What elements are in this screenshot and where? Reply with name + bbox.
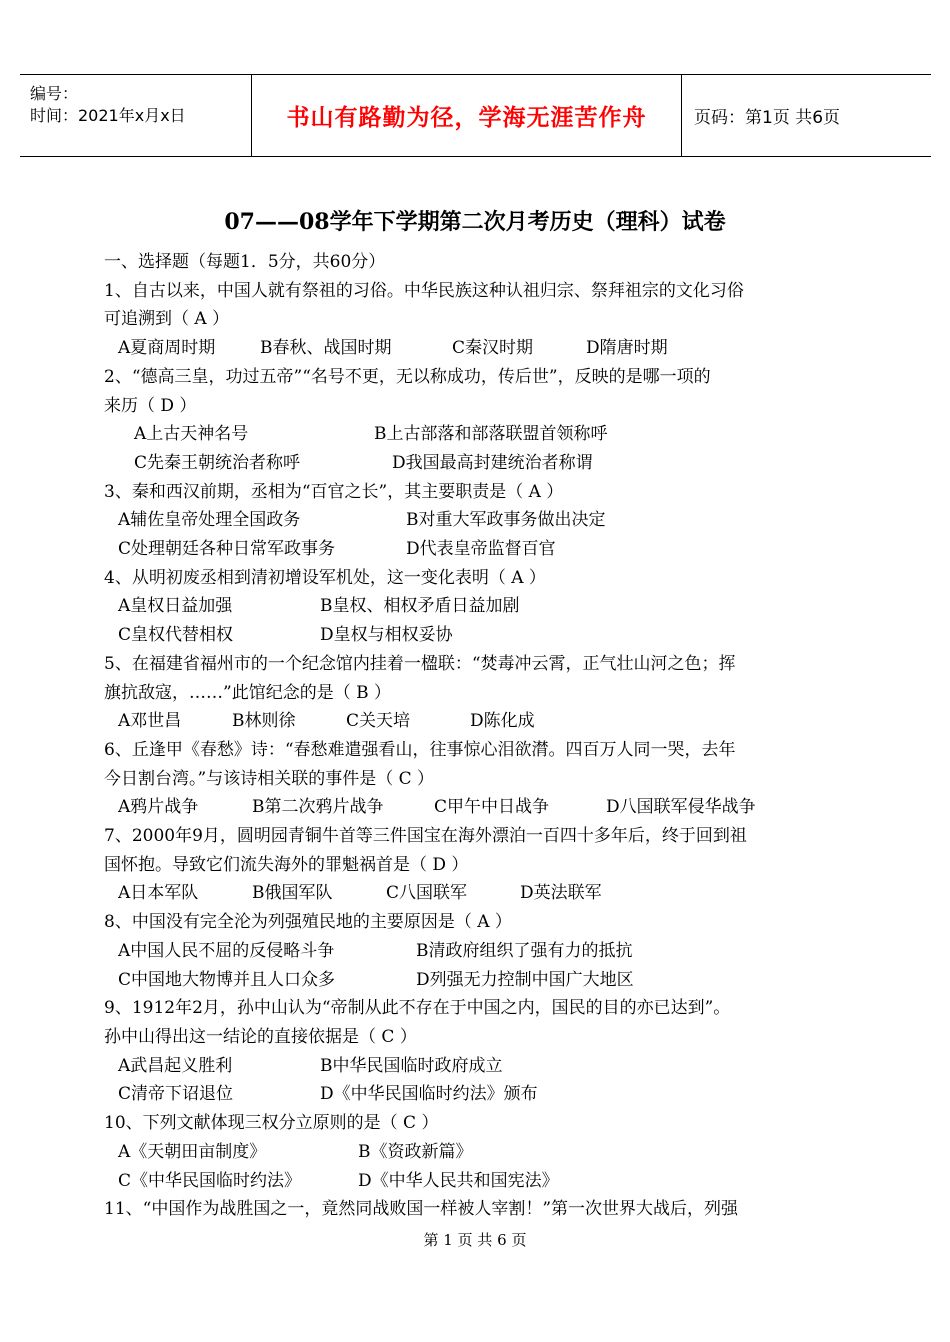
option-d: D《中华民国临时约法》颁布 xyxy=(320,1084,538,1105)
header-motto-cell xyxy=(252,75,682,156)
time-label: 时间：2021年x月x日 xyxy=(30,106,186,125)
header-info-cell xyxy=(20,75,252,156)
option-d: D代表皇帝监督百官 xyxy=(406,539,556,560)
section-heading: 一、选择题（每题1．5分，共60分） xyxy=(104,252,386,272)
option-d: D我国最高封建统治者称谓 xyxy=(392,452,593,473)
question-3-options-row-1 xyxy=(104,506,849,535)
question-1-line-2: 可追溯到（ A ） xyxy=(104,309,230,330)
serial-number-label: 编号： xyxy=(30,84,79,103)
question-4-line-1: 4、从明初废丞相到清初增设军机处，这一变化表明（ A ） xyxy=(104,567,546,588)
option-a: A夏商周时期 xyxy=(118,338,216,359)
option-b: B第二次鸦片战争 xyxy=(252,797,384,818)
option-c: C清帝下诏退位 xyxy=(118,1084,234,1105)
option-c: C处理朝廷各种日常军政事务 xyxy=(118,539,336,560)
question-2-options-row-1 xyxy=(104,420,849,449)
question-6-options xyxy=(104,793,849,822)
page-code: 页码：第1页 共6页 xyxy=(694,108,841,128)
option-c: C关天培 xyxy=(346,711,411,732)
option-a: A皇权日益加强 xyxy=(118,596,233,617)
question-5-line-1: 5、在福建省福州市的一个纪念馆内挂着一楹联：“焚毒冲云霄，正气壮山河之色；挥 xyxy=(104,653,736,674)
question-4-options-row-2 xyxy=(104,621,849,650)
option-b: B上古部落和部落联盟首领称呼 xyxy=(374,424,608,445)
option-b: B清政府组织了强有力的抵抗 xyxy=(416,940,633,961)
question-2-options-row-2 xyxy=(104,449,849,478)
question-1-options xyxy=(104,334,849,363)
question-7-line-2: 国怀抱。导致它们流失海外的罪魁祸首是（ D ） xyxy=(104,854,469,875)
option-a: A《天朝田亩制度》 xyxy=(118,1141,267,1162)
option-d: D英法联军 xyxy=(520,883,602,904)
option-b: B皇权、相权矛盾日益加剧 xyxy=(320,596,520,617)
option-b: B中华民国临时政府成立 xyxy=(320,1055,503,1076)
question-4-options-row-1 xyxy=(104,592,849,621)
option-b: B俄国军队 xyxy=(252,883,333,904)
option-d: D八国联军侵华战争 xyxy=(606,797,756,818)
question-8-options-row-2 xyxy=(104,966,849,995)
question-1-line-1: 1、自古以来，中国人就有祭祖的习俗。中华民族这种认祖归宗、祭拜祖宗的文化习俗 xyxy=(104,280,744,301)
option-d: D陈化成 xyxy=(470,711,535,732)
question-10-options-row-2 xyxy=(104,1167,849,1196)
option-a: A中国人民不屈的反侵略斗争 xyxy=(118,940,335,961)
option-a: A日本军队 xyxy=(118,883,199,904)
question-5-line-2: 旗抗敌寇，……”此馆纪念的是（ B ） xyxy=(104,682,391,703)
header-page-cell xyxy=(682,75,931,156)
question-8-line-1: 8、中国没有完全沦为列强殖民地的主要原因是（ A ） xyxy=(104,912,512,933)
question-3-line-1: 3、秦和西汉前期，丞相为“百官之长”，其主要职责是（ A ） xyxy=(104,481,564,502)
question-9-line-1: 9、1912年2月，孙中山认为“帝制从此不存在于中国之内，国民的目的亦已达到”。 xyxy=(104,998,731,1019)
option-a: A鸦片战争 xyxy=(118,797,199,818)
option-c: C《中华民国临时约法》 xyxy=(118,1170,302,1191)
exam-title: 07——08学年下学期第二次月考历史（理科）试卷 xyxy=(224,209,726,235)
option-d: D列强无力控制中国广大地区 xyxy=(416,969,634,990)
page-footer: 第 1 页 共 6 页 xyxy=(423,1231,527,1249)
question-6-line-2: 今日割台湾。”与该诗相关联的事件是（ C ） xyxy=(104,768,435,789)
option-b: B春秋、战国时期 xyxy=(260,338,392,359)
question-8-options-row-1 xyxy=(104,937,849,966)
option-b: B林则徐 xyxy=(232,711,296,732)
question-5-options xyxy=(104,707,849,736)
option-d: D皇权与相权妥协 xyxy=(320,625,453,646)
question-7-line-1: 7、2000年9月，圆明园青铜牛首等三件国宝在海外漂泊一百四十多年后，终于回到祖 xyxy=(104,826,747,847)
option-d: D隋唐时期 xyxy=(586,338,668,359)
motto-text: 书山有路勤为径，学海无涯苦作舟 xyxy=(286,105,647,131)
option-a: A上古天神名号 xyxy=(134,424,249,445)
question-9-options-row-2 xyxy=(104,1080,849,1109)
header-table xyxy=(20,74,931,157)
option-c: C先秦王朝统治者称呼 xyxy=(134,452,301,473)
option-b: B《资政新篇》 xyxy=(358,1141,473,1162)
option-a: A邓世昌 xyxy=(118,711,182,732)
option-d: D《中华人民共和国宪法》 xyxy=(358,1170,559,1191)
question-10-options-row-1 xyxy=(104,1138,849,1167)
question-9-options-row-1 xyxy=(104,1052,849,1081)
option-c: C皇权代替相权 xyxy=(118,625,234,646)
option-b: B对重大军政事务做出决定 xyxy=(406,510,606,531)
question-3-options-row-2 xyxy=(104,535,849,564)
option-c: C中国地大物博并且人口众多 xyxy=(118,969,336,990)
question-2-line-2: 来历（ D ） xyxy=(104,395,197,416)
question-11-line-1: 11、“中国作为战胜国之一，竟然同战败国一样被人宰割！”第一次世界大战后，列强 xyxy=(104,1199,739,1220)
question-2-line-1: 2、“德高三皇，功过五帝”“名号不更，无以称成功，传后世”，反映的是哪一项的 xyxy=(104,366,711,387)
option-c: C八国联军 xyxy=(386,883,468,904)
question-9-line-2: 孙中山得出这一结论的直接依据是（ C ） xyxy=(104,1026,417,1047)
exam-content xyxy=(104,248,849,1224)
option-a: A武昌起义胜利 xyxy=(118,1055,233,1076)
question-7-options xyxy=(104,879,849,908)
question-6-line-1: 6、丘逢甲《春愁》诗：“春愁难遣强看山，往事惊心泪欲潸。四百万人同一哭，去年 xyxy=(104,739,736,760)
option-c: C秦汉时期 xyxy=(452,338,534,359)
option-a: A辅佐皇帝处理全国政务 xyxy=(118,510,301,531)
option-c: C甲午中日战争 xyxy=(434,797,550,818)
question-10-line-1: 10、下列文献体现三权分立原则的是（ C ） xyxy=(104,1113,439,1134)
